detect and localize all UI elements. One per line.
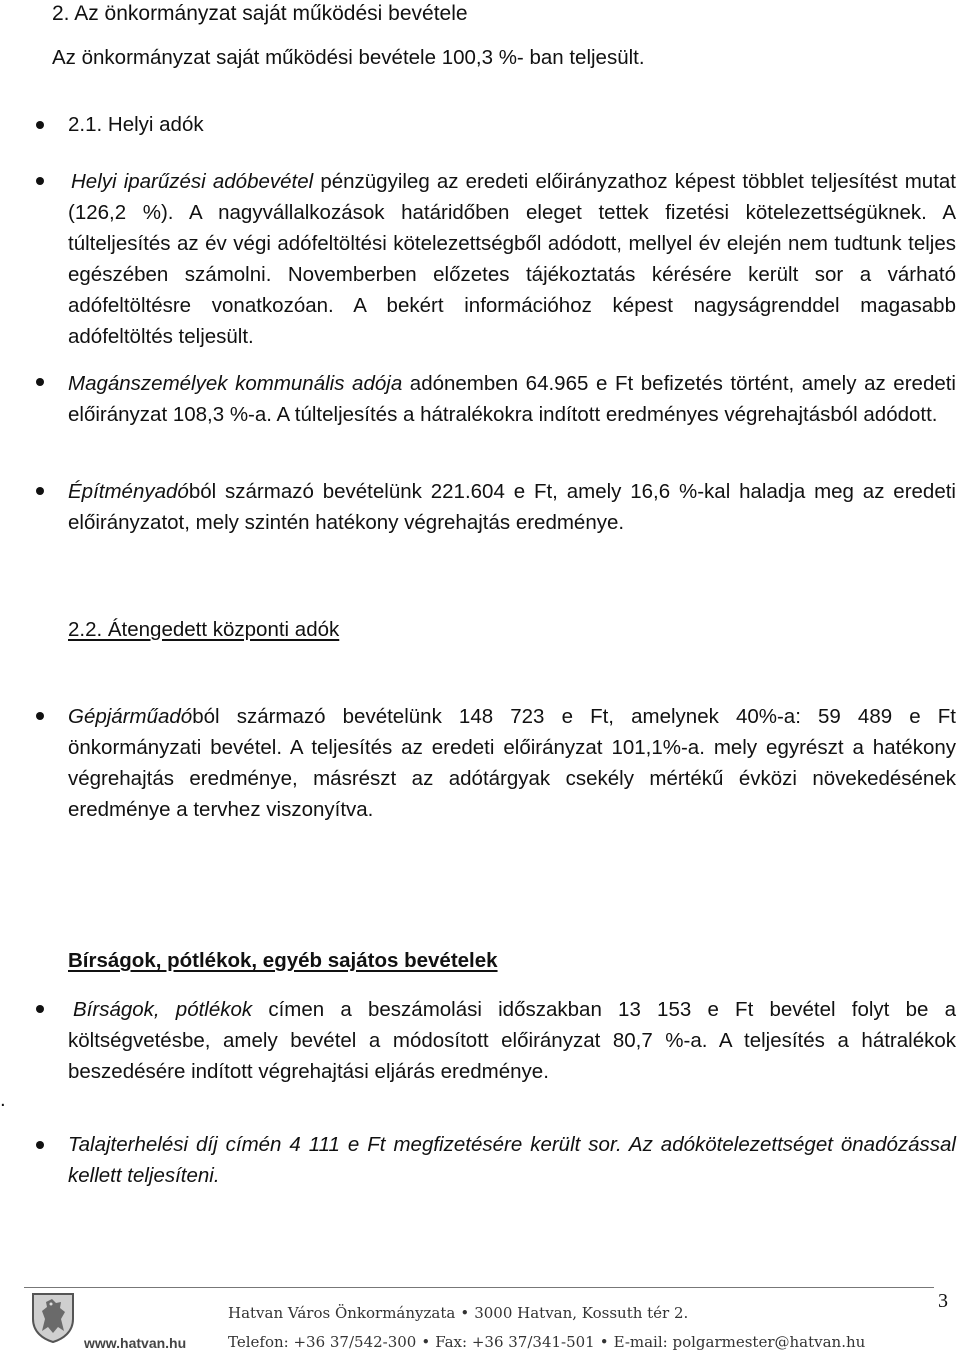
footer-fax: Fax: +36 37/341-501 [435,1333,595,1351]
stray-period: . [0,1088,6,1111]
paragraph-text: ból származó bevételünk 148 723 e Ft, amelynek 40%-a: 59 489 e Ft önkormányzati bevétel. A teljesítés az eredeti előirányzat 101,1%-a. mely egyrészt a hatékony végrehajtás eredménye, másrészt az adótárgyak csekély mértékű évközi növekedésének eredménye a tervhez viszonyítva. [68,705,956,821]
intro-text: Az önkormányzat saját működési bevétele 100,3 %- ban teljesült. [52,46,645,69]
paragraph-iparuzesi-ado [68,166,956,352]
term-maganszemelyek-kommunalis-adoja: Magánszemélyek kommunális adója [68,372,403,395]
subsection-title-helyi-adok: 2.1. Helyi adók [68,113,204,136]
bullet-icon [36,378,44,386]
subsection-title-atengedett-kozponti-adok: 2.2. Átengedett központi adók [68,618,340,641]
footer-phone: Telefon: +36 37/542-300 [228,1333,417,1351]
term-helyi-iparuzesi-adobevetel: Helyi iparűzési adóbevétel [71,170,314,193]
coat-of-arms-logo-icon [30,1291,76,1343]
paragraph-text: ból származó bevételünk 221.604 e Ft, amely 16,6 %-kal haladja meg az eredeti előirányzatot, mely szintén hatékony végrehajtás eredménye. [68,480,956,534]
separator-dot-icon: • [460,1304,470,1322]
separator-dot-icon: • [421,1333,431,1351]
paragraph-epitmenyado [68,476,956,538]
footer-address: 3000 Hatvan, Kossuth tér 2. [474,1304,689,1322]
term-birsagok-potlekok: Bírságok, pótlékok [73,998,253,1021]
section-heading: 2. Az önkormányzat saját működési bevétele [52,2,468,25]
footer-divider [24,1287,934,1288]
footer-address-line [228,1304,688,1322]
footer-website-link[interactable]: www.hatvan.hu [84,1335,187,1351]
footer-email[interactable]: E-mail: polgarmester@hatvan.hu [613,1333,866,1351]
bullet-icon [36,1005,44,1013]
subsection-title-birsagok: Bírságok, pótlékok, egyéb sajátos bevételek [68,949,498,972]
paragraph-text: pénzügyileg az eredeti előirányzathoz képest többlet teljesítést mutat (126,2 %). A nagyvállalkozások határidőben eleget tettek fizetési kötelezettségüknek. A túlteljesítés az év végi adófeltöltési kötelezettségből adódott, mellyel év elején nem tudtunk teljes egészében számolni. Novemberben előzetes tájékoztatás kérésére került sor a várható adófeltöltésre vonatkozóan. A bekért információhoz képest nagyságrenddel magasabb adófeltöltés teljesült. [68,170,956,348]
paragraph-text: adónemben 64.965 e Ft befizetés történt, amely az eredeti előirányzat 108,3 %-a. A túlteljesítés a hátralékokra indított eredményes végrehajtásból adódott. [68,372,956,426]
term-epitmenyado: Építményadó [68,480,189,503]
term-gepjarmuado: Gépjárműadó [68,705,193,728]
paragraph-talajterhelesi-dij: Talajterhelési díj címén 4 111 e Ft megfizetésére került sor. Az adókötelezettséget önadózással kellett teljesíteni. [68,1133,956,1187]
footer-organization: Hatvan Város Önkormányzata [228,1304,456,1322]
paragraph-birsagok-potlekok [68,994,956,1087]
paragraph-text: címen a beszámolási időszakban 13 153 e Ft bevétel folyt be a költségvetésbe, amely bevétel a módosított előirányzat 80,7 %-a. A teljesítés a hátralékok beszedésére indított végrehajtási eljárás eredménye. [68,998,956,1083]
bullet-icon [36,121,44,129]
separator-dot-icon: • [599,1333,609,1351]
footer-contact-line [228,1333,865,1351]
bullet-icon [36,177,44,185]
paragraph-gepjarmuado [68,701,956,825]
page-number: 3 [938,1290,948,1312]
bullet-icon [36,1141,44,1149]
paragraph-kommunalis-ado [68,368,956,430]
bullet-icon [36,487,44,495]
bullet-icon [36,712,44,720]
